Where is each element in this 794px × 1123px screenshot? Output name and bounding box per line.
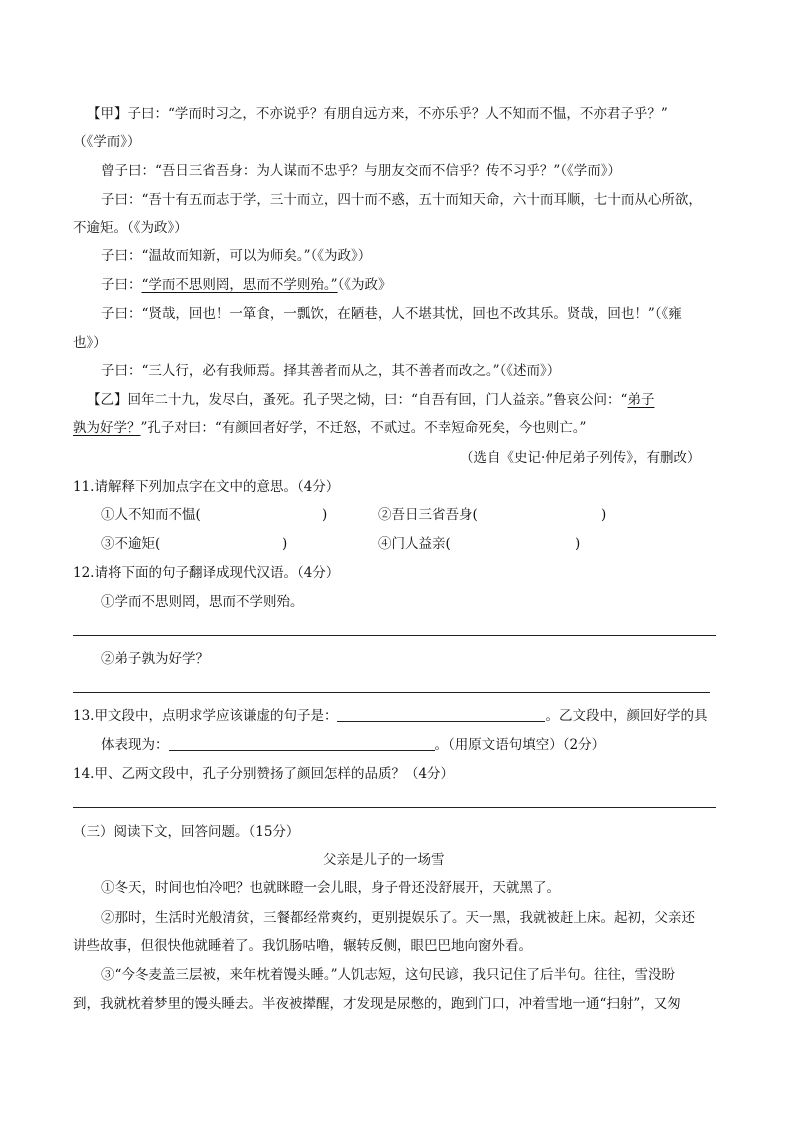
q11-stem: 11.请解释下列加点字在文中的意思。（4分）: [73, 479, 340, 495]
q12-answer-line-2[interactable]: [73, 692, 710, 693]
yi-line1-underlined: 弟子: [627, 392, 655, 408]
q11-item-d-close: ): [575, 536, 581, 552]
q13-line1-suffix: 。乙文段中，颜回好学的具: [545, 708, 708, 724]
q12-stem: 12.请将下面的句子翻译成现代汉语。（4分）: [73, 565, 340, 581]
section3-para3-line2: 到，我就枕着梦里的馒头睡去。半夜被撵醒，才发现是尿憋的，跑到门口，冲着雪地一通“扫射”，又匆: [73, 996, 681, 1012]
yi-line1: [87, 390, 654, 410]
section3-heading: （三）阅读下文，回答问题。（15分）: [73, 824, 300, 840]
q11-item-a-close: ): [322, 507, 328, 523]
jia-para6-line2: 也》）: [73, 335, 107, 351]
section3-para1: ①冬天，时间也怕冷吧？也就眯瞪一会儿眼，身子骨还没舒展开，天就黑了。: [101, 880, 560, 896]
jia-para1-line1: 【甲】子曰：“学而时习之，不亦说乎？有朋自远方来，不亦乐乎？人不知而不愠，不亦君子乎？”: [87, 106, 668, 122]
q13-blank-2[interactable]: [169, 736, 435, 751]
q13-line1-prefix: 13.甲文段中，点明求学应该谦虚的句子是：: [73, 708, 338, 724]
q14-stem: 14.甲、乙两文段中，孔子分别赞扬了颜回怎样的品质？（4分）: [73, 766, 455, 782]
yi-line1-text: 【乙】回年二十九，发尽白，蚤死。孔子哭之恸，曰：“自吾有回，门人益亲。”鲁哀公问：“: [87, 392, 628, 408]
section3-title: 父亲是儿子的一场雪: [323, 852, 445, 868]
jia-para5-source: （《为政》: [337, 277, 392, 293]
q13-line2-suffix: 。（用原文语句填空）（2分）: [434, 737, 606, 753]
jia-para1-line2: （《学而》）: [73, 134, 141, 150]
q12-answer-line-1[interactable]: [73, 635, 716, 636]
yi-line2: [73, 418, 586, 438]
q11-item-c: ③不逾矩(: [101, 536, 161, 552]
jia-para7: 子曰：“三人行，必有我师焉。择其善者而从之，其不善者而改之。”（《述而》）: [101, 363, 561, 379]
yi-source: （选自《史记·仲尼弟子列传》，有删改）: [460, 450, 701, 466]
jia-para5-prefix: 子曰：: [101, 277, 142, 293]
jia-para5: [101, 275, 392, 295]
section3-para3-line1: ③“今冬麦盖三层被，来年枕着馒头睡。”人饥志短，这句民谚，我只记住了后半句。往往，雪没盼: [101, 967, 676, 983]
jia-para3-line2: 不逾矩。（《为政》）: [73, 220, 188, 236]
q11-item-d: ④门人益亲(: [378, 536, 451, 552]
q11-item-a: ①人不知而不愠(: [101, 507, 201, 523]
jia-para2: 曾子曰：“吾日三省吾身：为人谋而不忠乎？与朋友交而不信乎？传不习乎？”（《学而》）: [101, 163, 622, 179]
q13-blank-1[interactable]: [337, 707, 545, 722]
yi-line2-underlined: 孰为好学？: [73, 420, 141, 436]
yi-line2-text: ”孔子对曰：“有颜回者好学，不迁怒，不贰过。不幸短命死矣，今也则亡。”: [140, 420, 587, 436]
section3-para2-line2: 讲些故事，但很快他就睡着了。我饥肠咕噜，辗转反侧，眼巴巴地向窗外看。: [73, 938, 532, 954]
jia-para5-underlined-quote: “学而不思则罔，思而不学则殆。”: [141, 277, 338, 293]
q12-sentence-2: ②弟子孰为好学？: [101, 651, 209, 667]
q13-line1: [73, 706, 707, 726]
q12-sentence-1: ①学而不思则罔，思而不学则殆。: [101, 594, 304, 610]
q13-line2: [101, 735, 605, 755]
jia-para3-line1: 子曰：“吾十有五而志于学，三十而立，四十而不惑，五十而知天命，六十而耳顺，七十而从心所欲，: [101, 192, 702, 208]
q13-line2-prefix: 体表现为：: [101, 737, 169, 753]
section3-para2-line1: ②那时，生活时光般清贫，三餐都经常爽约，更别提娱乐了。天一黑，我就被赶上床。起初，父亲还: [101, 910, 695, 926]
q11-item-b: ②吾日三省吾身(: [378, 507, 478, 523]
q14-answer-line[interactable]: [73, 807, 716, 808]
jia-para6-line1: 子曰：“贤哉，回也！一箪食，一瓢饮，在陋巷，人不堪其忧，回也不改其乐。贤哉，回也！”（《雍: [101, 306, 682, 322]
jia-para4: 子曰：“温故而知新，可以为师矣。”（《为政》）: [101, 248, 372, 264]
q11-item-b-close: ): [601, 507, 607, 523]
q11-item-c-close: ): [282, 536, 288, 552]
